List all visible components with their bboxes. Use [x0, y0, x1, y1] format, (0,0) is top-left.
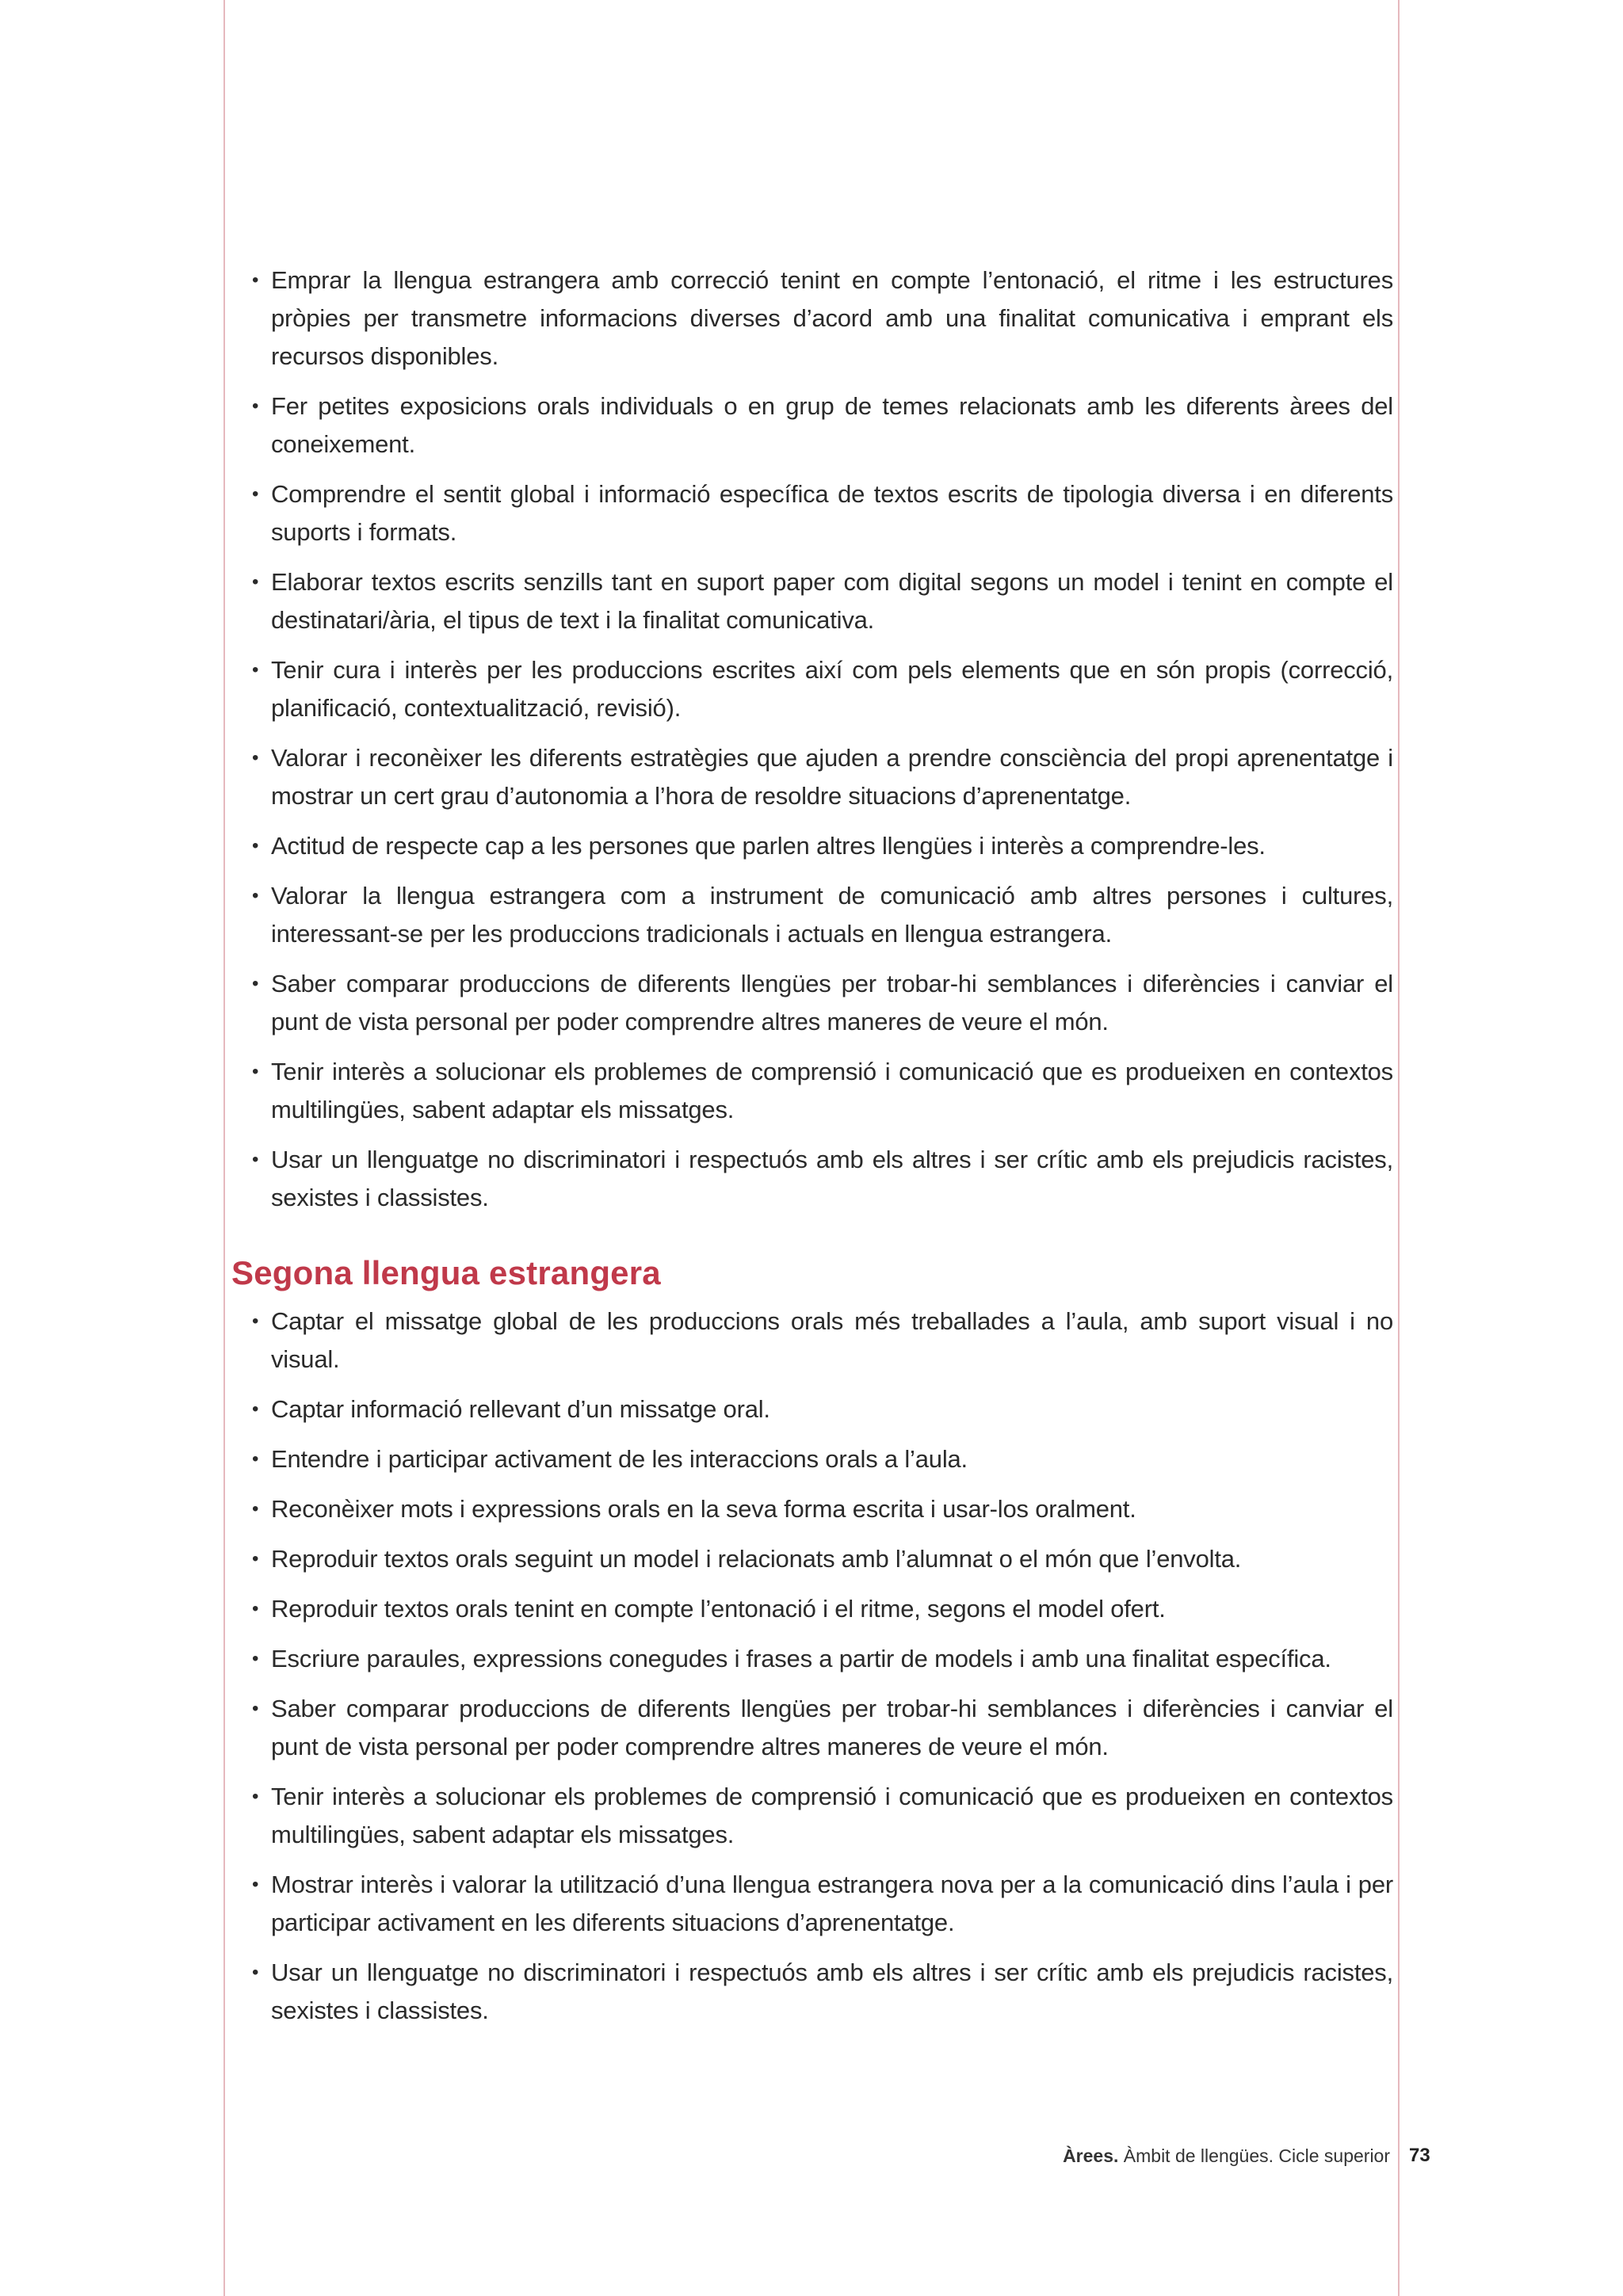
running-footer	[1063, 2144, 1390, 2168]
objectives-list-foreign-language	[252, 261, 1393, 1217]
list-item: • Entendre i participar activament de les interaccions orals a l’aula.	[252, 1440, 1393, 1478]
list-item: • Saber comparar produccions de diferents llengües per trobar-hi semblances i diferències i canviar el punt de vista personal per poder comprendre altres maneres de veure el món.	[252, 965, 1393, 1041]
list-item: • Elaborar textos escrits senzills tant en suport paper com digital segons un model i tenint en compte el destinatari/ària, el tipus de text i la finalitat comunicativa.	[252, 563, 1393, 639]
list-item: • Tenir interès a solucionar els problemes de comprensió i comunicació que es produeixen en contextos multilingües, sabent adaptar els missatges.	[252, 1053, 1393, 1129]
page-number: 73	[1409, 2145, 1430, 2166]
list-item: • Emprar la llengua estrangera amb correcció tenint en compte l’entonació, el ritme i les estructures pròpies per transmetre informacions diverses d’acord amb una finalitat comunicativa i emprant els recursos disponibles.	[252, 261, 1393, 376]
list-item: • Usar un llenguatge no discriminatori i respectuós amb els altres i ser crític amb els prejudicis racistes, sexistes i classistes.	[252, 1141, 1393, 1217]
list-item: • Captar informació rellevant d’un missatge oral.	[252, 1390, 1393, 1428]
list-item: • Reproduir textos orals tenint en compte l’entonació i el ritme, segons el model ofert.	[252, 1590, 1393, 1628]
objectives-list-second-foreign-language	[252, 1302, 1393, 2030]
footer-subtitle: Àmbit de llengües. Cicle superior	[1123, 2145, 1390, 2166]
list-item: • Valorar la llengua estrangera com a instrument de comunicació amb altres persones i cultures, interessant-se per les produccions tradicionals i actuals en llengua estrangera.	[252, 877, 1393, 953]
list-item: • Valorar i reconèixer les diferents estratègies que ajuden a prendre consciència del propi aprenentatge i mostrar un cert grau d’autonomia a l’hora de resoldre situacions d’aprenentatge.	[252, 739, 1393, 815]
list-item: • Captar el missatge global de les produccions orals més treballades a l’aula, amb suport visual i no visual.	[252, 1302, 1393, 1379]
list-item: • Usar un llenguatge no discriminatori i respectuós amb els altres i ser crític amb els prejudicis racistes, sexistes i classistes.	[252, 1954, 1393, 2030]
list-item: • Actitud de respecte cap a les persones que parlen altres llengües i interès a comprendre-les.	[252, 827, 1393, 865]
page-content	[231, 261, 1393, 2042]
section-heading: Segona llengua estrangera	[231, 1254, 661, 1291]
list-item: • Mostrar interès i valorar la utilització d’una llengua estrangera nova per a la comunicació dins l’aula i per participar activament en les diferents situacions d’aprenentatge.	[252, 1866, 1393, 1942]
left-margin-rule	[223, 0, 225, 2296]
list-item: • Tenir interès a solucionar els problemes de comprensió i comunicació que es produeixen en contextos multilingües, sabent adaptar els missatges.	[252, 1778, 1393, 1854]
list-item: • Saber comparar produccions de diferents llengües per trobar-hi semblances i diferències i canviar el punt de vista personal per poder comprendre altres maneres de veure el món.	[252, 1690, 1393, 1766]
list-item: • Reconèixer mots i expressions orals en la seva forma escrita i usar-los oralment.	[252, 1490, 1393, 1528]
list-item: • Escriure paraules, expressions conegudes i frases a partir de models i amb una finalitat específica.	[252, 1640, 1393, 1678]
list-item: • Reproduir textos orals seguint un model i relacionats amb l’alumnat o el món que l’envolta.	[252, 1540, 1393, 1578]
list-item: • Tenir cura i interès per les produccions escrites així com pels elements que en són propis (correcció, planificació, contextualització, revisió).	[252, 651, 1393, 727]
list-item: • Fer petites exposicions orals individuals o en grup de temes relacionats amb les diferents àrees del coneixement.	[252, 387, 1393, 463]
footer-section: Àrees.	[1063, 2145, 1119, 2166]
right-margin-rule	[1398, 0, 1400, 2296]
list-item: • Comprendre el sentit global i informació específica de textos escrits de tipologia diversa i en diferents suports i formats.	[252, 475, 1393, 551]
